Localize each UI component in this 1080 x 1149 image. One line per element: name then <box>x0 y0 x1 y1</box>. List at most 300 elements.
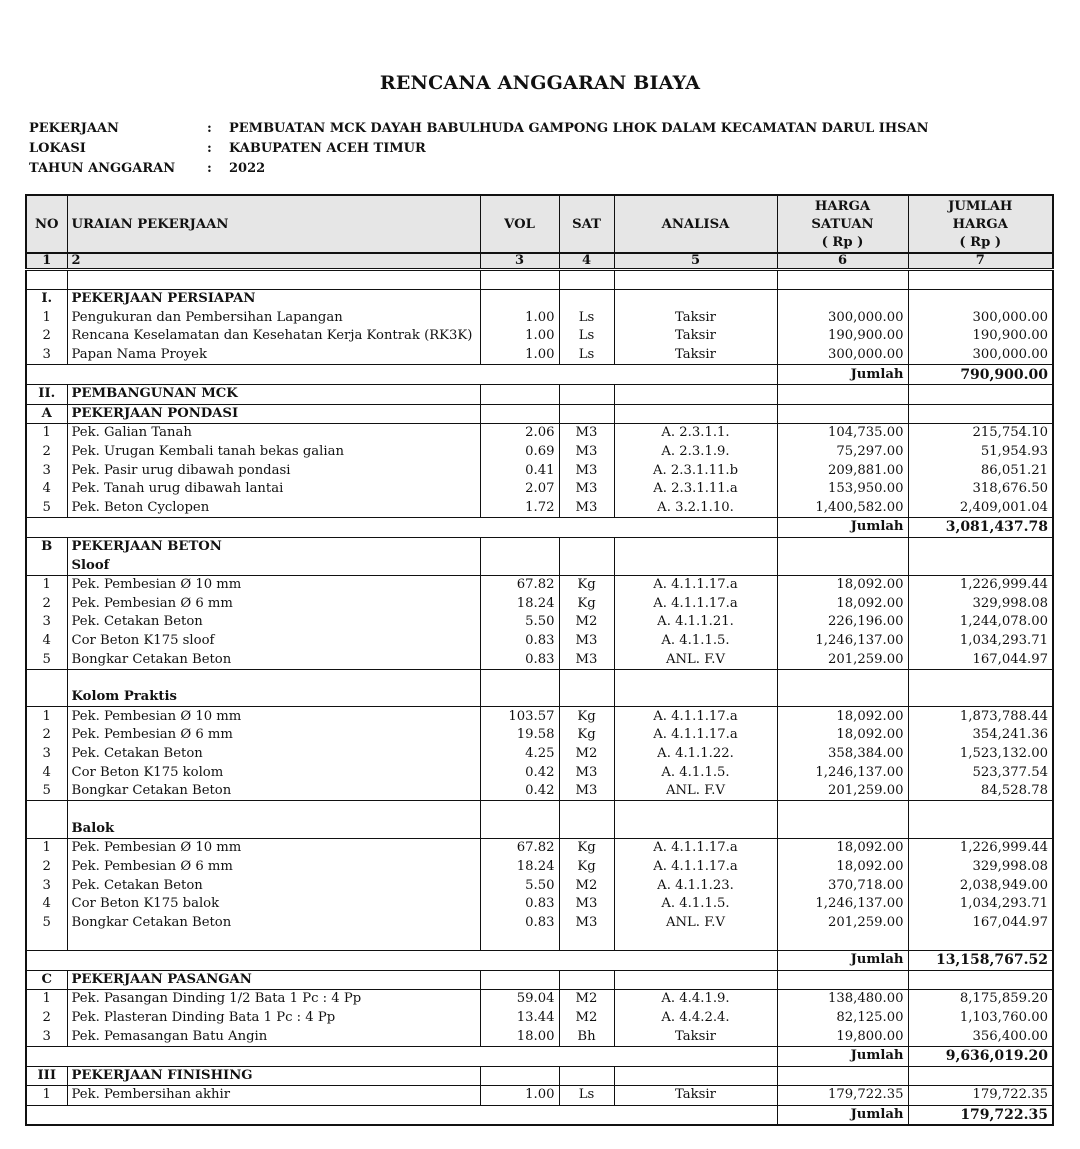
item-number: 1 <box>26 309 67 328</box>
item-total-price: 354,241.36 <box>908 726 1053 745</box>
subtotal-label: Jumlah <box>777 1046 908 1066</box>
meta-label: LOKASI <box>29 141 86 156</box>
table-row <box>26 575 1053 594</box>
empty-cell <box>908 932 1053 951</box>
item-number: 3 <box>26 346 67 365</box>
empty-cell <box>26 669 67 688</box>
table-row <box>26 443 1053 462</box>
item-volume: 0.42 <box>480 763 559 782</box>
item-analysis: A. 4.1.1.17.a <box>614 575 777 594</box>
subtotal-label: Jumlah <box>777 365 908 385</box>
empty-cell <box>777 819 908 838</box>
empty-cell <box>559 384 614 404</box>
section-title: PEKERJAAN BETON <box>67 537 480 556</box>
header-harga-satuan <box>777 195 908 253</box>
table-row <box>26 346 1053 365</box>
subsection-title: Sloof <box>67 556 480 575</box>
section-row <box>26 290 1053 309</box>
item-unit-price: 1,246,137.00 <box>777 632 908 651</box>
empty-cell <box>26 801 67 820</box>
table-row <box>26 595 1053 614</box>
item-description: Rencana Keselamatan dan Kesehatan Kerja Kontrak (RK3K) <box>67 327 480 346</box>
table-row <box>26 858 1053 877</box>
section-row <box>26 384 1053 404</box>
subtotal-row <box>26 951 1053 971</box>
item-volume: 19.58 <box>480 726 559 745</box>
item-analysis: A. 2.3.1.1. <box>614 424 777 443</box>
item-unit-price: 18,092.00 <box>777 707 908 726</box>
item-description: Pek. Pembesian Ø 6 mm <box>67 858 480 877</box>
item-total-price: 329,998.08 <box>908 858 1053 877</box>
meta-colon: : <box>207 141 212 156</box>
section-title: PEKERJAAN FINISHING <box>67 1066 480 1086</box>
item-unit: M3 <box>559 913 614 932</box>
item-total-price: 2,409,001.04 <box>908 499 1053 518</box>
item-total-price: 1,034,293.71 <box>908 632 1053 651</box>
item-unit-price: 300,000.00 <box>777 309 908 328</box>
empty-cell <box>777 384 908 404</box>
empty-cell <box>777 1066 908 1086</box>
empty-cell <box>26 518 777 538</box>
item-unit-price: 75,297.00 <box>777 443 908 462</box>
empty-cell <box>26 819 67 838</box>
item-unit: Bh <box>559 1027 614 1046</box>
item-unit: M3 <box>559 443 614 462</box>
item-total-price: 167,044.97 <box>908 650 1053 669</box>
item-number: 4 <box>26 480 67 499</box>
item-unit-price: 18,092.00 <box>777 839 908 858</box>
budget-table <box>25 194 1054 1126</box>
empty-cell <box>614 1066 777 1086</box>
item-number: 5 <box>26 782 67 801</box>
empty-cell <box>559 537 614 556</box>
item-total-price: 8,175,859.20 <box>908 990 1053 1009</box>
empty-cell <box>26 688 67 707</box>
item-unit: M3 <box>559 424 614 443</box>
empty-cell <box>26 270 67 290</box>
item-unit-price: 18,092.00 <box>777 595 908 614</box>
item-analysis: A. 2.3.1.11.a <box>614 480 777 499</box>
subtotal-label: Jumlah <box>777 951 908 971</box>
table-row <box>26 707 1053 726</box>
item-description: Pek. Pasir urug dibawah pondasi <box>67 461 480 480</box>
item-description: Pek. Beton Cyclopen <box>67 499 480 518</box>
section-number: B <box>26 537 67 556</box>
empty-cell <box>614 270 777 290</box>
empty-cell <box>480 688 559 707</box>
table-row <box>26 632 1053 651</box>
item-description: Pek. Cetakan Beton <box>67 876 480 895</box>
empty-cell <box>908 384 1053 404</box>
section-number: C <box>26 970 67 990</box>
empty-cell <box>480 270 559 290</box>
item-unit: M2 <box>559 876 614 895</box>
empty-cell <box>908 970 1053 990</box>
item-description: Bongkar Cetakan Beton <box>67 650 480 669</box>
item-unit: M3 <box>559 650 614 669</box>
item-volume: 0.42 <box>480 782 559 801</box>
item-number: 1 <box>26 839 67 858</box>
header-vol: VOL <box>480 195 559 253</box>
item-volume: 0.83 <box>480 650 559 669</box>
section-row <box>26 970 1053 990</box>
item-volume: 0.83 <box>480 913 559 932</box>
item-number: 2 <box>26 726 67 745</box>
subtotal-value: 13,158,767.52 <box>908 951 1053 971</box>
item-total-price: 86,051.21 <box>908 461 1053 480</box>
item-volume: 0.41 <box>480 461 559 480</box>
item-unit-price: 104,735.00 <box>777 424 908 443</box>
empty-cell <box>614 819 777 838</box>
item-number: 4 <box>26 895 67 914</box>
item-unit-price: 138,480.00 <box>777 990 908 1009</box>
blank-row <box>26 801 1053 820</box>
empty-cell <box>26 1046 777 1066</box>
item-number: 4 <box>26 632 67 651</box>
subtotal-label: Jumlah <box>777 1105 908 1125</box>
blank-row <box>26 669 1053 688</box>
item-analysis: Taksir <box>614 1086 777 1106</box>
item-number: 5 <box>26 913 67 932</box>
meta-row-lokasi <box>29 139 929 159</box>
item-analysis: A. 4.1.1.5. <box>614 763 777 782</box>
item-unit-price: 1,400,582.00 <box>777 499 908 518</box>
empty-cell <box>614 970 777 990</box>
subsection-row <box>26 556 1053 575</box>
table-row <box>26 499 1053 518</box>
header-jumlah-line: HARGA <box>952 217 1008 232</box>
header-harga-line: HARGA <box>814 199 871 214</box>
item-unit-price: 201,259.00 <box>777 913 908 932</box>
subtotal-value: 9,636,019.20 <box>908 1046 1053 1066</box>
header-jumlah-harga <box>908 195 1053 253</box>
empty-cell <box>26 365 777 385</box>
item-unit-price: 18,092.00 <box>777 726 908 745</box>
table-row <box>26 309 1053 328</box>
section-title: PEMBANGUNAN MCK <box>67 384 480 404</box>
item-description: Bongkar Cetakan Beton <box>67 782 480 801</box>
subtotal-label: Jumlah <box>777 518 908 538</box>
item-number: 3 <box>26 745 67 764</box>
table-row <box>26 327 1053 346</box>
table-row <box>26 613 1053 632</box>
item-analysis: A. 4.4.2.4. <box>614 1009 777 1028</box>
item-unit-price: 1,246,137.00 <box>777 895 908 914</box>
empty-cell <box>908 556 1053 575</box>
subsection-row <box>26 819 1053 838</box>
meta-colon: : <box>207 161 212 176</box>
subtotal-row <box>26 365 1053 385</box>
item-analysis: A. 2.3.1.9. <box>614 443 777 462</box>
empty-cell <box>908 688 1053 707</box>
table-row <box>26 726 1053 745</box>
table-row <box>26 480 1053 499</box>
meta-label: TAHUN ANGGARAN <box>29 161 176 176</box>
item-analysis: Taksir <box>614 346 777 365</box>
item-description: Pek. Galian Tanah <box>67 424 480 443</box>
empty-cell <box>908 270 1053 290</box>
item-total-price: 190,900.00 <box>908 327 1053 346</box>
blank-row <box>26 270 1053 290</box>
empty-cell <box>480 556 559 575</box>
col-number: 1 <box>26 253 67 270</box>
header-jumlah-line: JUMLAH <box>948 199 1013 214</box>
table-row <box>26 990 1053 1009</box>
subtotal-value: 3,081,437.78 <box>908 518 1053 538</box>
item-volume: 18.24 <box>480 595 559 614</box>
empty-cell <box>480 932 559 951</box>
table-row <box>26 876 1053 895</box>
empty-cell <box>614 556 777 575</box>
empty-cell <box>559 404 614 424</box>
item-description: Papan Nama Proyek <box>67 346 480 365</box>
item-analysis: A. 4.1.1.22. <box>614 745 777 764</box>
item-volume: 5.50 <box>480 613 559 632</box>
empty-cell <box>559 556 614 575</box>
item-unit: Kg <box>559 858 614 877</box>
meta-row-pekerjaan <box>29 119 929 139</box>
section-title: PEKERJAAN PONDASI <box>67 404 480 424</box>
section-row <box>26 537 1053 556</box>
empty-cell <box>777 801 908 820</box>
subsection-title: Kolom Praktis <box>67 688 480 707</box>
item-unit: Kg <box>559 839 614 858</box>
col-number: 7 <box>908 253 1053 270</box>
item-volume: 2.06 <box>480 424 559 443</box>
item-unit: Kg <box>559 726 614 745</box>
empty-cell <box>480 1066 559 1086</box>
empty-cell <box>614 669 777 688</box>
item-unit-price: 209,881.00 <box>777 461 908 480</box>
item-unit-price: 19,800.00 <box>777 1027 908 1046</box>
item-volume: 67.82 <box>480 839 559 858</box>
item-number: 2 <box>26 443 67 462</box>
empty-cell <box>777 404 908 424</box>
empty-cell <box>908 801 1053 820</box>
item-number: 3 <box>26 876 67 895</box>
item-analysis: A. 4.1.1.5. <box>614 895 777 914</box>
item-analysis: A. 4.1.1.21. <box>614 613 777 632</box>
item-total-price: 1,103,760.00 <box>908 1009 1053 1028</box>
item-analysis: A. 3.2.1.10. <box>614 499 777 518</box>
empty-cell <box>777 556 908 575</box>
empty-cell <box>480 384 559 404</box>
item-volume: 18.00 <box>480 1027 559 1046</box>
section-number: A <box>26 404 67 424</box>
empty-cell <box>908 819 1053 838</box>
blank-row <box>26 932 1053 951</box>
empty-cell <box>480 669 559 688</box>
item-unit-price: 18,092.00 <box>777 858 908 877</box>
item-total-price: 318,676.50 <box>908 480 1053 499</box>
table-row <box>26 763 1053 782</box>
item-number: 2 <box>26 595 67 614</box>
item-unit: Ls <box>559 1086 614 1106</box>
empty-cell <box>908 669 1053 688</box>
empty-cell <box>777 290 908 309</box>
item-volume: 1.00 <box>480 346 559 365</box>
empty-cell <box>614 404 777 424</box>
item-description: Bongkar Cetakan Beton <box>67 913 480 932</box>
item-analysis: A. 4.1.1.17.a <box>614 726 777 745</box>
item-total-price: 1,873,788.44 <box>908 707 1053 726</box>
item-unit-price: 190,900.00 <box>777 327 908 346</box>
item-description: Pek. Urugan Kembali tanah bekas galian <box>67 443 480 462</box>
item-unit-price: 201,259.00 <box>777 782 908 801</box>
col-number: 3 <box>480 253 559 270</box>
item-description: Pek. Pembesian Ø 10 mm <box>67 707 480 726</box>
subsection-row <box>26 688 1053 707</box>
item-description: Pek. Plasteran Dinding Bata 1 Pc : 4 Pp <box>67 1009 480 1028</box>
item-unit: M3 <box>559 782 614 801</box>
col-number: 2 <box>67 253 480 270</box>
item-unit-price: 226,196.00 <box>777 613 908 632</box>
item-unit: Ls <box>559 309 614 328</box>
item-volume: 18.24 <box>480 858 559 877</box>
empty-cell <box>67 270 480 290</box>
item-number: 5 <box>26 650 67 669</box>
table-row <box>26 745 1053 764</box>
item-analysis: A. 4.1.1.17.a <box>614 707 777 726</box>
item-number: 1 <box>26 1086 67 1106</box>
empty-cell <box>614 290 777 309</box>
empty-cell <box>480 404 559 424</box>
item-analysis: ANL. F.V <box>614 913 777 932</box>
item-volume: 67.82 <box>480 575 559 594</box>
empty-cell <box>26 932 67 951</box>
item-unit: Kg <box>559 707 614 726</box>
item-description: Pek. Pembersihan akhir <box>67 1086 480 1106</box>
table-header-row <box>26 195 1053 253</box>
empty-cell <box>26 1105 777 1125</box>
subsection-title: Balok <box>67 819 480 838</box>
subtotal-value: 179,722.35 <box>908 1105 1053 1125</box>
item-number: 4 <box>26 763 67 782</box>
item-analysis: A. 4.1.1.23. <box>614 876 777 895</box>
item-unit-price: 300,000.00 <box>777 346 908 365</box>
empty-cell <box>559 688 614 707</box>
table-row <box>26 839 1053 858</box>
col-number: 6 <box>777 253 908 270</box>
subtotal-row <box>26 1046 1053 1066</box>
meta-value: 2022 <box>229 161 266 176</box>
table-row <box>26 424 1053 443</box>
item-unit-price: 1,246,137.00 <box>777 763 908 782</box>
item-analysis: ANL. F.V <box>614 782 777 801</box>
item-description: Pek. Cetakan Beton <box>67 745 480 764</box>
empty-cell <box>559 270 614 290</box>
item-description: Pek. Pembesian Ø 10 mm <box>67 575 480 594</box>
table-row <box>26 1027 1053 1046</box>
empty-cell <box>614 688 777 707</box>
item-unit: M3 <box>559 480 614 499</box>
empty-cell <box>559 669 614 688</box>
meta-value: KABUPATEN ACEH TIMUR <box>229 141 426 156</box>
item-volume: 0.83 <box>480 632 559 651</box>
header-harga-line: SATUAN <box>811 217 874 232</box>
item-number: 1 <box>26 575 67 594</box>
empty-cell <box>777 932 908 951</box>
table-row <box>26 895 1053 914</box>
item-unit: M2 <box>559 1009 614 1028</box>
item-total-price: 2,038,949.00 <box>908 876 1053 895</box>
header-analisa: ANALISA <box>614 195 777 253</box>
item-number: 2 <box>26 1009 67 1028</box>
item-total-price: 329,998.08 <box>908 595 1053 614</box>
item-total-price: 1,226,999.44 <box>908 839 1053 858</box>
table-body <box>26 270 1053 1126</box>
section-title: PEKERJAAN PERSIAPAN <box>67 290 480 309</box>
empty-cell <box>26 556 67 575</box>
section-row <box>26 404 1053 424</box>
item-number: 2 <box>26 858 67 877</box>
item-unit: M3 <box>559 499 614 518</box>
item-unit-price: 153,950.00 <box>777 480 908 499</box>
item-unit: M2 <box>559 990 614 1009</box>
item-volume: 1.00 <box>480 1086 559 1106</box>
empty-cell <box>614 384 777 404</box>
table-row <box>26 461 1053 480</box>
item-volume: 0.83 <box>480 895 559 914</box>
item-number: 1 <box>26 990 67 1009</box>
item-volume: 59.04 <box>480 990 559 1009</box>
item-total-price: 1,244,078.00 <box>908 613 1053 632</box>
table-row <box>26 1086 1053 1106</box>
item-description: Cor Beton K175 sloof <box>67 632 480 651</box>
header-harga-line: ( Rp ) <box>821 235 864 250</box>
item-unit: Kg <box>559 575 614 594</box>
subtotal-value: 790,900.00 <box>908 365 1053 385</box>
table-row <box>26 650 1053 669</box>
item-volume: 103.57 <box>480 707 559 726</box>
item-unit: M3 <box>559 461 614 480</box>
item-total-price: 167,044.97 <box>908 913 1053 932</box>
item-total-price: 300,000.00 <box>908 346 1053 365</box>
item-unit-price: 358,384.00 <box>777 745 908 764</box>
item-description: Cor Beton K175 balok <box>67 895 480 914</box>
section-row <box>26 1066 1053 1086</box>
item-analysis: Taksir <box>614 327 777 346</box>
subtotal-row <box>26 518 1053 538</box>
empty-cell <box>614 932 777 951</box>
item-analysis: A. 4.1.1.5. <box>614 632 777 651</box>
item-unit: Ls <box>559 346 614 365</box>
item-number: 3 <box>26 613 67 632</box>
section-number: II. <box>26 384 67 404</box>
empty-cell <box>480 290 559 309</box>
item-analysis: A. 4.1.1.17.a <box>614 595 777 614</box>
item-number: 2 <box>26 327 67 346</box>
empty-cell <box>26 951 777 971</box>
header-no: NO <box>26 195 67 253</box>
item-unit: M3 <box>559 763 614 782</box>
item-number: 1 <box>26 424 67 443</box>
empty-cell <box>67 932 480 951</box>
item-unit-price: 179,722.35 <box>777 1086 908 1106</box>
empty-cell <box>908 1066 1053 1086</box>
empty-cell <box>559 801 614 820</box>
item-total-price: 356,400.00 <box>908 1027 1053 1046</box>
empty-cell <box>777 970 908 990</box>
empty-cell <box>559 932 614 951</box>
item-description: Pek. Tanah urug dibawah lantai <box>67 480 480 499</box>
item-description: Pek. Pasangan Dinding 1/2 Bata 1 Pc : 4 Pp <box>67 990 480 1009</box>
item-total-price: 1,034,293.71 <box>908 895 1053 914</box>
item-volume: 5.50 <box>480 876 559 895</box>
empty-cell <box>480 819 559 838</box>
item-description: Pek. Pembesian Ø 10 mm <box>67 839 480 858</box>
item-unit: Ls <box>559 327 614 346</box>
